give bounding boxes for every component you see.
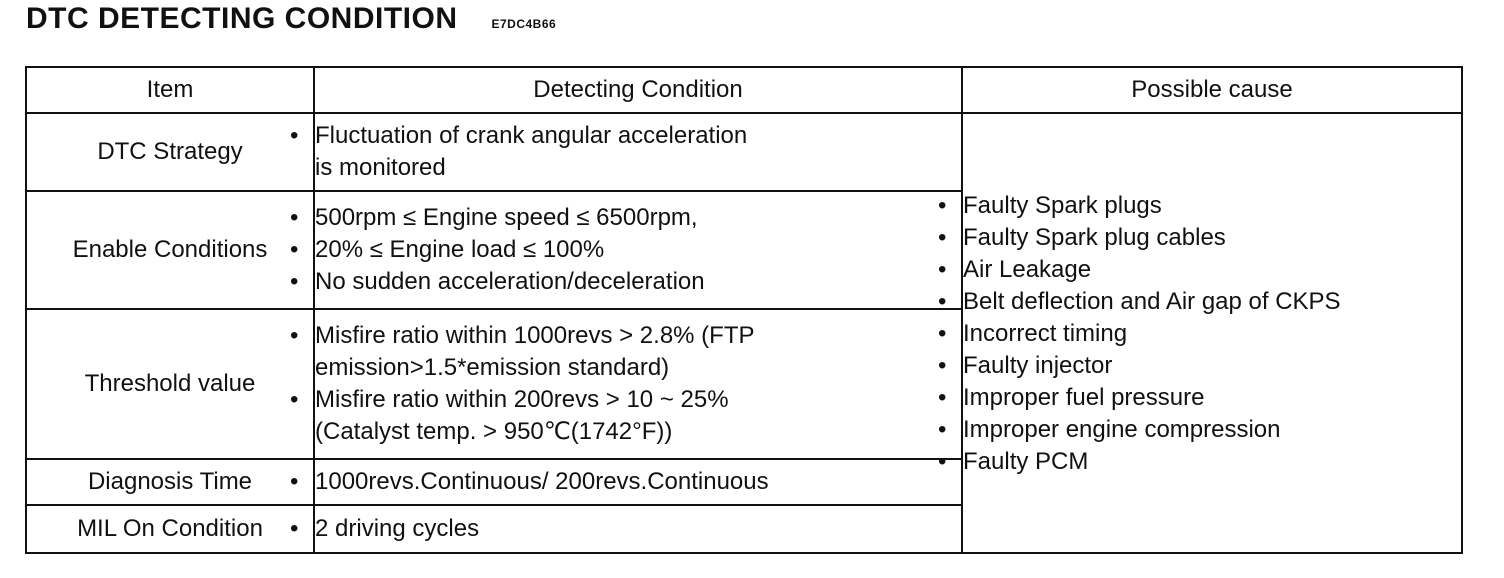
possible-cause-cell [962, 113, 1462, 553]
condition-list [315, 120, 961, 184]
condition-bullet: • 2 driving cycles [315, 513, 961, 545]
cause-bullet: • Faulty PCM [963, 446, 1461, 478]
condition-list [315, 513, 961, 545]
row-conditions [314, 459, 962, 505]
cause-bullet: • Faulty Spark plug cables [963, 222, 1461, 254]
header-possible-cause: Possible cause [962, 67, 1462, 113]
row-item: Threshold value [26, 309, 314, 459]
cause-bullet: • Air Leakage [963, 254, 1461, 286]
cause-bullet: • Faulty Spark plugs [963, 190, 1461, 222]
condition-bullet: • 20% ≤ Engine load ≤ 100% [315, 234, 961, 266]
table-header-row [26, 67, 1462, 113]
row-conditions [314, 309, 962, 459]
row-item: Diagnosis Time [26, 459, 314, 505]
header-detecting-condition: Detecting Condition [314, 67, 962, 113]
condition-bullet: • Misfire ratio within 1000revs > 2.8% (FTP emission>1.5*emission standard) [315, 320, 961, 384]
cause-bullet: • Incorrect timing [963, 318, 1461, 350]
condition-list [315, 466, 961, 498]
condition-bullet: • Fluctuation of crank angular acceleration is monitored [315, 120, 961, 184]
page-title: DTC DETECTING CONDITION [26, 2, 458, 35]
row-item: MIL On Condition [26, 505, 314, 553]
cause-bullet: • Belt deflection and Air gap of CKPS [963, 286, 1461, 318]
row-conditions [314, 191, 962, 309]
row-conditions [314, 113, 962, 191]
row-conditions [314, 505, 962, 553]
cause-bullet: • Improper engine compression [963, 414, 1461, 446]
title-row [26, 2, 556, 46]
row-item: Enable Conditions [26, 191, 314, 309]
header-item: Item [26, 67, 314, 113]
cause-bullet: • Improper fuel pressure [963, 382, 1461, 414]
condition-list [315, 202, 961, 298]
table-row [26, 113, 1462, 191]
cause-bullet: • Faulty injector [963, 350, 1461, 382]
condition-bullet: • 500rpm ≤ Engine speed ≤ 6500rpm, [315, 202, 961, 234]
condition-list [315, 320, 961, 448]
condition-bullet: • No sudden acceleration/deceleration [315, 266, 961, 298]
possible-cause-list [963, 190, 1461, 478]
row-item: DTC Strategy [26, 113, 314, 191]
document-code: E7DC4B66 [491, 17, 557, 31]
condition-bullet: • Misfire ratio within 200revs > 10 ~ 25% (Catalyst temp. > 950℃(1742°F)) [315, 384, 961, 448]
condition-bullet: • 1000revs.Continuous/ 200revs.Continuous [315, 466, 961, 498]
dtc-condition-table [25, 66, 1463, 554]
